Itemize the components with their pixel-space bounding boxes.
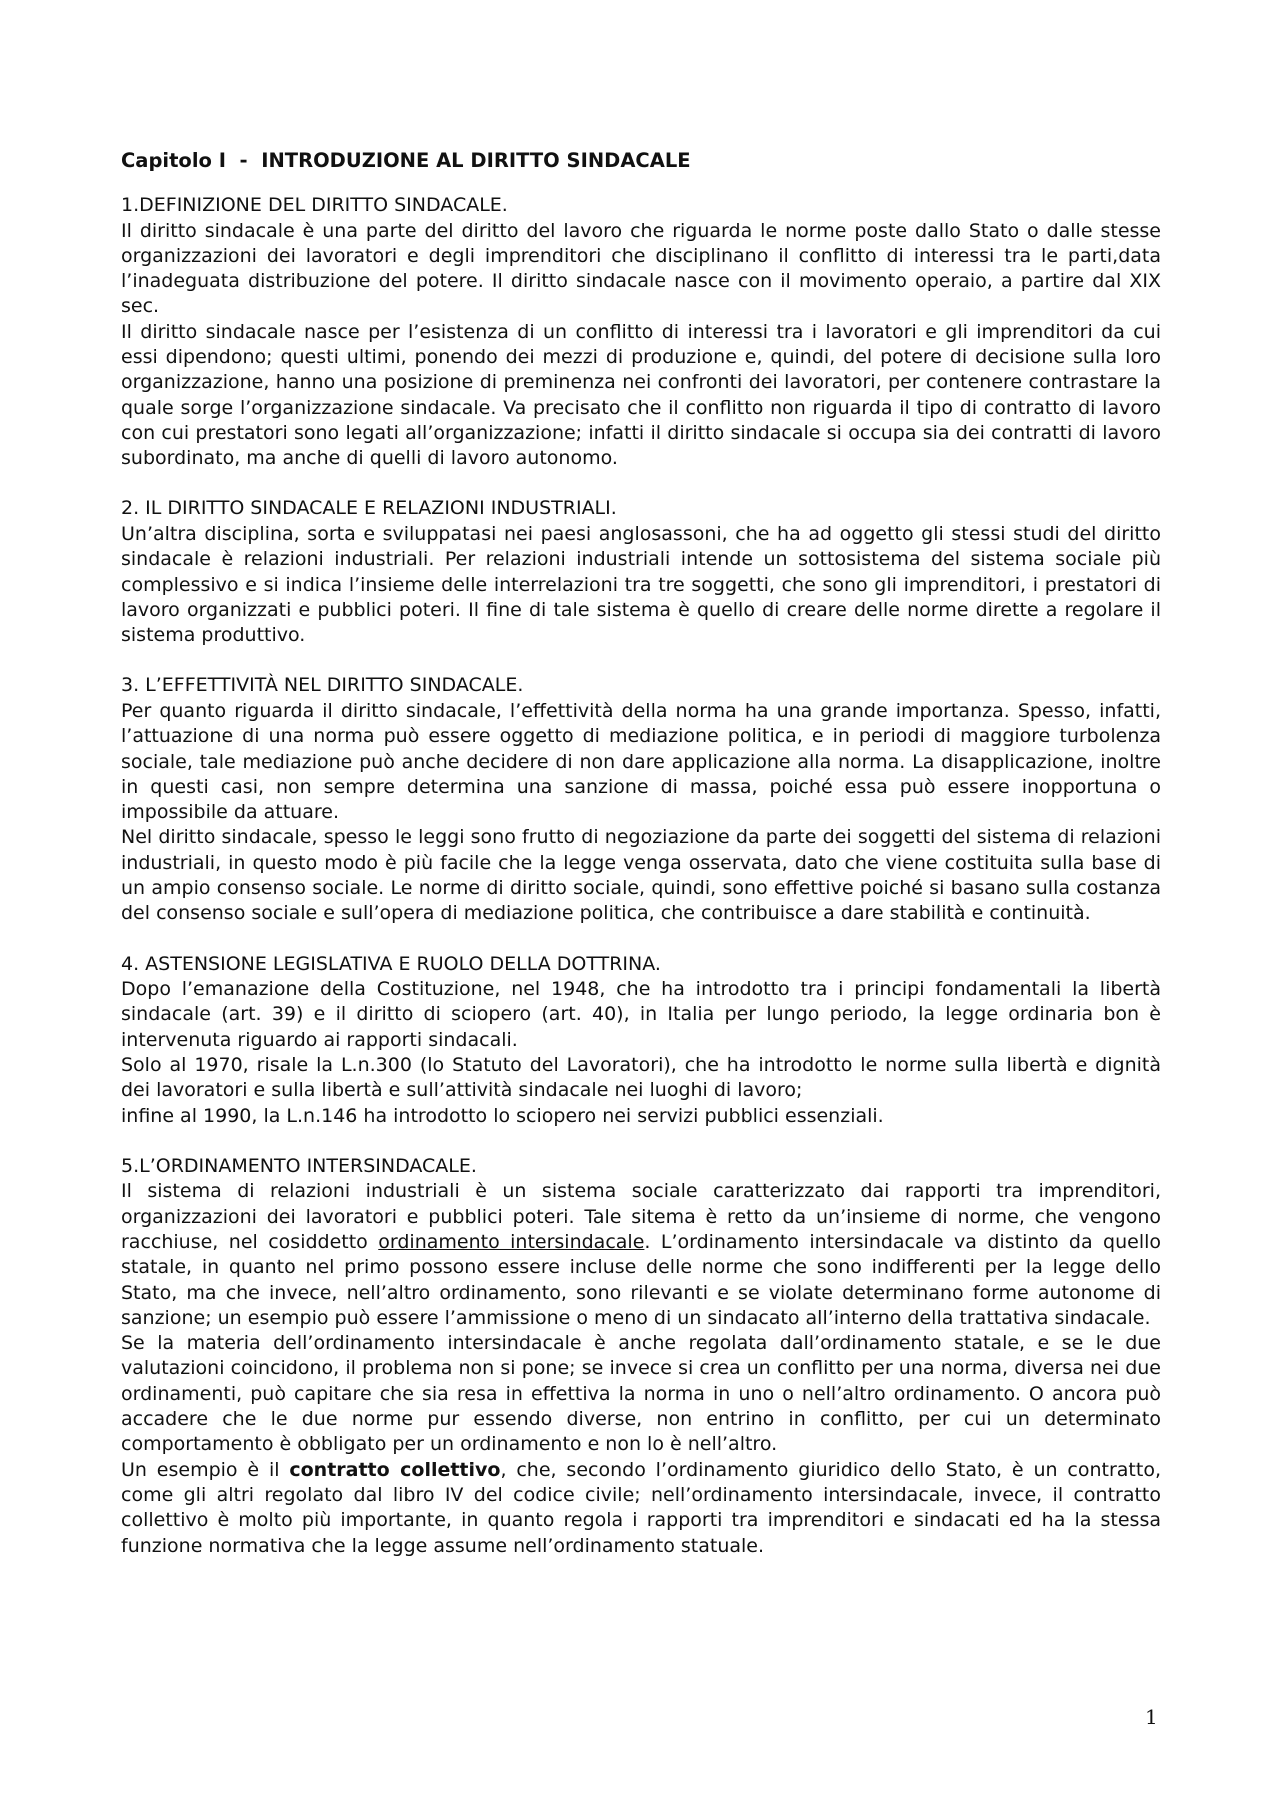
paragraph: Un’altra disciplina, sorta e sviluppatasi nei paesi anglosassoni, che ha ad oggetto gli stessi studi del diritto sindacale è relazioni industriali. Per relazioni industriali intende un sottosistema del sistema sociale più complessivo e si indica l’insieme delle interrelazioni tra tre soggetti, che sono gli imprenditori, i prestatori di lavoro organizzati e pubblici poteri. Il fine di tale sistema è quello di creare delle norme dirette a regolare il sistema produttivo. [121, 522, 1161, 647]
page-number: 1 [1145, 1705, 1158, 1729]
paragraph: infine al 1990, la L.n.146 ha introdotto lo sciopero nei servizi pubblici essenziali. [121, 1104, 884, 1127]
text-run: . L’ordinamento intersindacale va distinto da quello statale, in quanto nel primo possono essere incluse delle norme che sono indifferenti per la legge dello Stato, ma che invece, nell’altro ordinamento, sono rilevanti e se violate determinano forme autonome di sanzione; un esempio può essere l’ammissione o meno di un sindacato all’interno della trattativa sindacale. [121, 1231, 1162, 1329]
text-run: , che, secondo l’ordinamento giuridico dello Stato, è un contratto, come gli altri regolato dal libro IV del codice civile; nell’ordinamento intersindacale, invece, il contratto collettivo è molto più importante, in quanto regola i rapporti tra imprenditori e sindacati ed ha la stessa funzione normativa che la legge assume nell’ordinamento statuale. [121, 1458, 1161, 1557]
chapter-title: Capitolo I - INTRODUZIONE AL DIRITTO SINDACALE [121, 149, 691, 172]
paragraph: Se la materia dell’ordinamento intersindacale è anche regolata dall’ordinamento statale, e se le due valutazioni coincidono, il problema non si pone; se invece si crea un conflitto per una norma, diversa nei due ordinamenti, può capitare che sia resa in effettiva la norma in uno o nell’altro ordinamento. O ancora può accadere che le due norme pur essendo diverse, non entrino in conflitto, per cui un determinato comportamento è obbligato per un ordinamento e non lo è nell’altro. [121, 1332, 1161, 1456]
section-2 [121, 496, 1161, 648]
section-title: 1.DEFINIZIONE DEL DIRITTO SINDACALE. [121, 194, 508, 216]
paragraph: Solo al 1970, risale la L.n.300 (lo Statuto del Lavoratori), che ha introdotto le norme sulla libertà e dignità dei lavoratori e sulla libertà e sull’attività sindacale nei luoghi di lavoro; [121, 1054, 1161, 1102]
section-title: 5.L’ORDINAMENTO INTERSINDACALE. [121, 1154, 477, 1177]
paragraph: Il diritto sindacale è una parte del diritto del lavoro che riguarda le norme poste dallo Stato o dalle stesse organizzazioni dei lavoratori e degli imprenditori che disciplinano il conflitto di interessi tra le parti,data l’inadeguata distribuzione del potere. Il diritto sindacale nasce con il movimento operaio, a partire dal XIX sec. [121, 219, 1161, 318]
document-page [121, 148, 1161, 1584]
paragraph: Il diritto sindacale nasce per l’esistenza di un conflitto di interessi tra i lavoratori e gli imprenditori da cui essi dipendono; questi ultimi, ponendo dei mezzi di produzione e, quindi, del potere di decisione sulla loro organizzazione, hanno una posizione di preminenza nei confronti dei lavoratori, per contenere contrastare la quale sorge l’organizzazione sindacale. Va precisato che il conflitto non riguarda il tipo di contratto di lavoro con cui prestatori sono legati all’organizzazione; infatti il diritto sindacale si occupa sia dei contratti di lavoro subordinato, ma anche di quelli di lavoro autonomo. [121, 320, 1161, 470]
section-1 [121, 193, 1161, 471]
section-title: 3. L’EFFETTIVITÀ NEL DIRITTO SINDACALE. [121, 674, 524, 697]
section-3 [121, 673, 1161, 926]
paragraph [121, 1458, 1161, 1559]
paragraph [121, 1179, 1161, 1331]
section-5 [121, 1154, 1161, 1559]
underlined-term: ordinamento intersindacale [378, 1231, 645, 1253]
text-run: Il sistema di relazioni industriali è un sistema sociale caratterizzato dai rapporti tra imprenditori, organizzazioni dei lavoratori e pubblici poteri. Tale sitema è retto da un’insieme di norme, che vengono racchiuse, nel cosiddetto [121, 1180, 1161, 1253]
section-title: 2. IL DIRITTO SINDACALE E RELAZIONI INDUSTRIALI. [121, 497, 617, 520]
paragraph: Nel diritto sindacale, spesso le leggi sono frutto di negoziazione da parte dei soggetti del sistema di relazioni industriali, in questo modo è più facile che la legge venga osservata, dato che viene costituita sulla base di un ampio consenso sociale. Le norme di diritto sociale, quindi, sono effettive poiché si basano sulla costanza del consenso sociale e sull’opera di mediazione politica, che contribuisce a dare stabilità e continuità. [121, 826, 1161, 925]
text-run: Un esempio è il [121, 1458, 290, 1481]
paragraph: Dopo l’emanazione della Costituzione, nel 1948, che ha introdotto tra i principi fondamentali la libertà sindacale (art. 39) e il diritto di sciopero (art. 40), in Italia per lungo periodo, la legge ordinaria bon è intervenuta riguardo ai rapporti sindacali. [121, 978, 1161, 1051]
section-title: 4. ASTENSIONE LEGISLATIVA E RUOLO DELLA DOTTRINA. [121, 952, 661, 975]
section-4 [121, 952, 1161, 1129]
bold-term: contratto collettivo [289, 1458, 501, 1481]
paragraph: Per quanto riguarda il diritto sindacale, l’effettività della norma ha una grande importanza. Spesso, infatti, l’attuazione di una norma può essere oggetto di mediazione politica, e in periodi di maggiore turbolenza sociale, tale mediazione può anche decidere di non dare applicazione alla norma. La disapplicazione, inoltre in questi casi, non sempre determina una sanzione di massa, poiché essa può essere inopportuna o impossibile da attuare. [121, 699, 1161, 824]
